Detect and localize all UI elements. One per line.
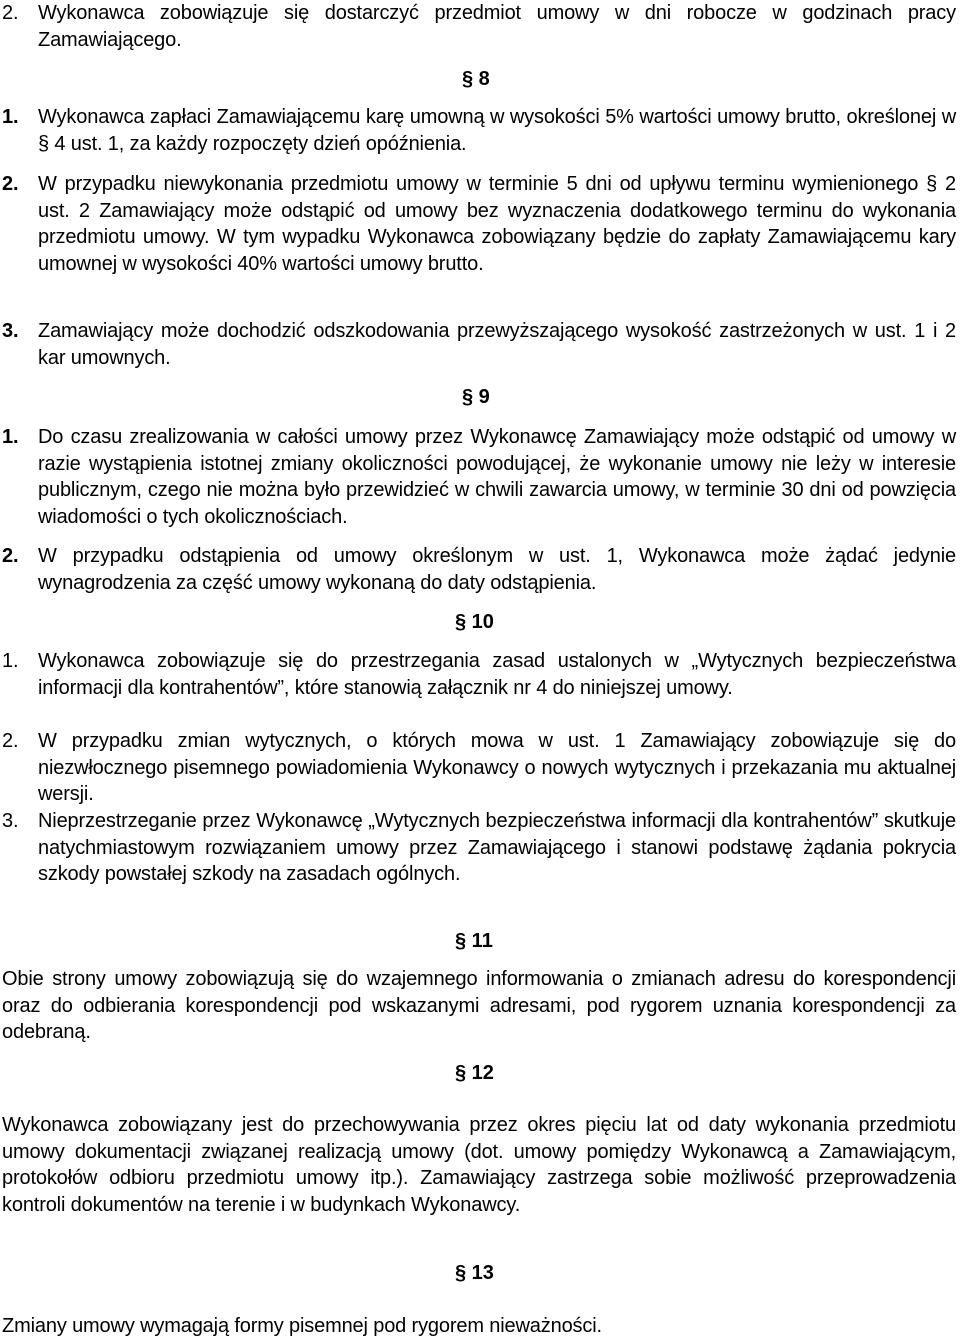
item-number: 1. — [2, 426, 19, 448]
item-text: W przypadku zmian wytycznych, o których mowa w ust. 1 Zamawiający zobowiązuje się do niezwłocznego pisemnego powiadomienia Wykonawcy o nowych wytycznych i przekazania mu aktualnej wersji. — [38, 730, 956, 805]
section-heading-9: § 9 — [462, 386, 490, 408]
s8-item-2 — [2, 171, 956, 277]
s8-item-1 — [2, 104, 956, 157]
s10-item-2 — [2, 728, 956, 808]
s10-item-3 — [2, 808, 956, 888]
section-heading-13: § 13 — [455, 1262, 494, 1284]
item-number: 3. — [2, 320, 19, 342]
s10-item-1 — [2, 648, 956, 701]
item-text: Do czasu zrealizowania w całości umowy przez Wykonawcę Zamawiający może odstąpić od umowy w razie wystąpienia istotnej zmiany okoliczności powodującej, że wykonanie umowy nie leży w interesie publicznym, czego nie można było przewidzieć w chwili zawarcia umowy, w terminie 30 dni od powzięcia wiadomości o tych okolicznościach. — [38, 426, 956, 528]
item-number: 3. — [2, 810, 19, 832]
item-number: 1. — [2, 650, 19, 672]
item-number: 2. — [2, 173, 19, 195]
section-heading-8: § 8 — [462, 68, 490, 90]
item-text: Wykonawca zobowiązuje się dostarczyć przedmiot umowy w dni robocze w godzinach pracy Zamawiającego. — [38, 2, 956, 51]
section-heading-12: § 12 — [455, 1062, 494, 1084]
item-text: Wykonawca zapłaci Zamawiającemu karę umowną w wysokości 5% wartości umowy brutto, określonej w § 4 ust. 1, za każdy rozpoczęty dzień opóźnienia. — [38, 106, 956, 155]
s11-paragraph: Obie strony umowy zobowiązują się do wzajemnego informowania o zmianach adresu do korespondencji oraz do odbierania korespondencji pod wskazanymi adresami, pod rygorem uznania korespondencji za odebraną. — [2, 968, 956, 1043]
item-text: W przypadku odstąpienia od umowy określonym w ust. 1, Wykonawca może żądać jedynie wynagrodzenia za część umowy wykonaną do daty odstąpienia. — [38, 545, 956, 594]
item-text: Zamawiający może dochodzić odszkodowania przewyższającego wysokość zastrzeżonych w ust. 1 i 2 kar umownych. — [38, 320, 956, 369]
s9-item-2 — [2, 543, 956, 596]
s12-paragraph: Wykonawca zobowiązany jest do przechowywania przez okres pięciu lat od daty wykonania przedmiotu umowy dokumentacji związanej realizacją umowy (dot. umowy pomiędzy Wykonawcą a Zamawiającym, protokołów odbioru przedmiotu umowy itp.). Zamawiający zastrzega sobie możliwość przeprowadzenia kontroli dokumentów na terenie i w budynkach Wykonawcy. — [2, 1114, 956, 1216]
s7-item-2 — [2, 0, 956, 53]
item-number: 1. — [2, 106, 19, 128]
item-number: 2. — [2, 2, 19, 24]
s9-item-1 — [2, 424, 956, 530]
section-heading-11: § 11 — [455, 930, 493, 952]
s13-paragraph: Zmiany umowy wymagają formy pisemnej pod rygorem nieważności. — [2, 1315, 602, 1337]
item-text: Nieprzestrzeganie przez Wykonawcę „Wytycznych bezpieczeństwa informacji dla kontrahentów” skutkuje natychmiastowym rozwiązaniem umowy przez Zamawiającego i stanowi podstawę żądania pokrycia szkody powstałej szkody na zasadach ogólnych. — [38, 810, 956, 885]
item-text: W przypadku niewykonania przedmiotu umowy w terminie 5 dni od upływu terminu wymienionego § 2 ust. 2 Zamawiający może odstąpić od umowy bez wyznaczenia dodatkowego terminu do wykonania przedmiotu umowy. W tym wypadku Wykonawca zobowiązany będzie do zapłaty Zamawiającemu kary umownej w wysokości 40% wartości umowy brutto. — [38, 173, 956, 275]
item-text: Wykonawca zobowiązuje się do przestrzegania zasad ustalonych w „Wytycznych bezpieczeństwa informacji dla kontrahentów”, które stanowią załącznik nr 4 do niniejszej umowy. — [38, 650, 956, 699]
section-heading-10: § 10 — [455, 611, 494, 633]
s8-item-3 — [2, 318, 956, 371]
item-number: 2. — [2, 730, 19, 752]
item-number: 2. — [2, 545, 19, 567]
